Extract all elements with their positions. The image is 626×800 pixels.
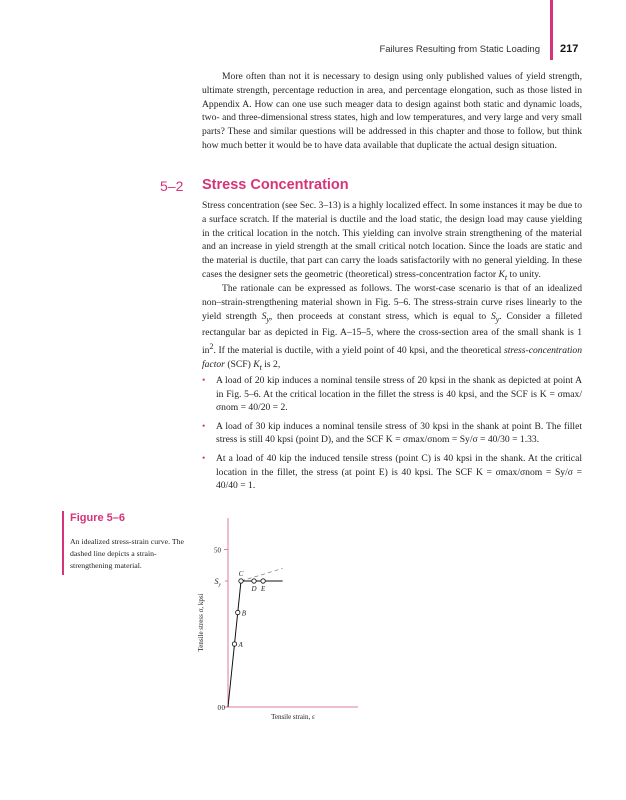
- sy-marker-label: $S_y$: [214, 577, 221, 588]
- kt-symbol: K: [253, 359, 260, 371]
- p2-text-c: . Consider a filleted rectangular bar as depicted in Fig. A–15–5, where the cross-section area of the small shank is 1 in: [202, 310, 582, 357]
- list-item: [202, 374, 582, 415]
- data-point: [236, 610, 240, 614]
- bullet-icon: •: [202, 452, 206, 464]
- p1-text-a: Stress concentration (see Sec. 3–13) is a highly localized effect. In some instances it may be due to a surface scratch. If the material is ductile and the load static, the design load may cause yielding in the critical location in the notch. This yielding can involve strain strengthening of the material and an increase in yield strength at the small critical notch location. Since the loads are static and the material is ductile, that part can carry the loads satisfactorily with no general yielding. In these cases the designer sets the geometric (theoretical) stress-concentration factor: [202, 200, 582, 280]
- scf-term: stress-concentration factor: [202, 345, 582, 371]
- sy-marker-subscript: y: [218, 582, 221, 588]
- data-point-label: C: [238, 570, 244, 578]
- bullet-formula: K = σmax/σnom = Sy/σ = 40/30 = 1.33.: [385, 434, 540, 446]
- p2-text-f: is 2,: [261, 359, 281, 371]
- bullet-text: A load of 30 kip induces a nominal tensile stress of 30 kpsi in the shank at point B. The fillet stress is still 40 kpsi (point D), and the SCF: [216, 420, 582, 446]
- data-point: [232, 642, 236, 646]
- sy-symbol: S: [490, 310, 496, 322]
- data-point-label: A: [238, 641, 243, 649]
- p2-text-d: . If the material is ductile, with a yield point of 40 kpsi, and the theoretical: [213, 345, 505, 357]
- data-point-label: E: [260, 585, 266, 593]
- data-point-label: B: [241, 609, 247, 618]
- sy-symbol: S: [261, 310, 267, 322]
- kt-symbol: K: [498, 268, 505, 280]
- y-tick-label: 0: [217, 704, 221, 712]
- figure-accent-bar: [62, 511, 64, 575]
- bullet-text: A load of 20 kip induces a nominal tensile stress of 20 kpsi in the shank as depicted at point A in Fig. 5–6. At the critical location in the fillet the stress is 40 kpsi, and the SCF is: [216, 375, 582, 400]
- list-item: [202, 420, 582, 447]
- section-number: 5–2: [160, 178, 184, 194]
- bullet-list: [202, 374, 582, 498]
- data-point: [261, 579, 265, 583]
- running-head: Failures Resulting from Static Loading: [379, 44, 540, 55]
- intro-paragraph: More often than not it is necessary to design using only published values of yield strength, ultimate strength, percentage reduction in area, and percentage elongation, such as those listed in Appendix A. How can one use such meager data to design against both static and dynamic loads, two- and three-dimensional stress states, high and low temperatures, and very large and very small parts? These and similar questions will be addressed in this chapter and those to follow, but think how much better it would be to have data available that duplicate the actual design situation.: [202, 71, 582, 151]
- list-item: [202, 452, 582, 493]
- data-point: [239, 579, 243, 583]
- section-paragraph-1: [202, 199, 582, 285]
- kt-subscript: t: [259, 362, 262, 372]
- sy-subscript: y: [495, 314, 500, 324]
- p2-text-b: , then proceeds at constant stress, which is equal to: [269, 310, 491, 322]
- y-tick-label: 50: [214, 546, 221, 555]
- figure-label: Figure 5–6: [70, 512, 126, 524]
- section-paragraph-2: [202, 282, 582, 375]
- p1-text-b: to unity.: [507, 268, 541, 280]
- bullet-icon: •: [202, 375, 206, 386]
- section-title: Stress Concentration: [202, 177, 349, 193]
- data-point-label: D: [251, 585, 257, 593]
- y-axis-label: Tensile stress σ, kpsi: [197, 593, 205, 652]
- p2-text-a: The rationale can be expressed as follows. The worst-case scenario is that of an idealized non–strain-strengthening material shown in Fig. 5–6. The stress-strain curve rises linearly to the yield strength: [202, 283, 582, 322]
- kt-subscript: t: [504, 272, 508, 282]
- data-point: [252, 579, 256, 583]
- bullet-text: At a load of 40 kip the induced tensile stress (point C) is 40 kpsi in the shank. At the critical location in the fillet, the stress (at point E) is 40 kpsi. The SCF: [216, 452, 582, 478]
- stress-strain-chart: [190, 510, 370, 725]
- p2-text-e: (SCF): [224, 359, 254, 371]
- x-axis-label: Tensile strain, ε: [271, 713, 315, 721]
- bullet-formula: K = σmax/σnom = 40/20 = 2.: [216, 388, 582, 414]
- header-accent-bar: [550, 0, 553, 60]
- sy-subscript: y: [266, 314, 270, 324]
- bullet-icon: •: [202, 420, 206, 432]
- bullet-formula: K = σmax/σnom = Sy/σ = 40/40 = 1.: [216, 466, 582, 492]
- page-number: 217: [560, 43, 579, 55]
- figure-caption: An idealized stress-strain curve. The dashed line depicts a strain-strengthening material.: [70, 537, 184, 570]
- area-superscript: 2: [209, 342, 214, 352]
- origin-label: 0: [221, 704, 225, 712]
